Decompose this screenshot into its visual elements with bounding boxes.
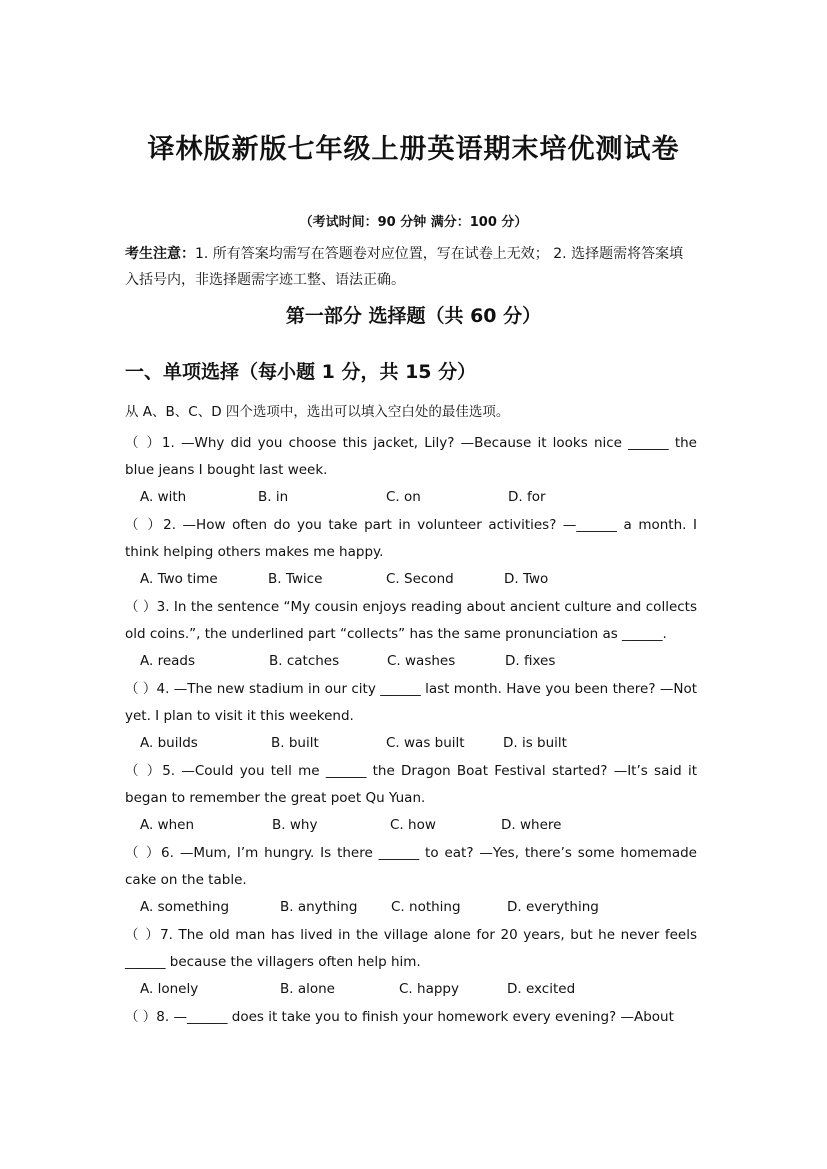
options-row xyxy=(125,565,697,593)
options-row xyxy=(125,729,697,757)
option-b: B. anything xyxy=(280,899,358,915)
option-b: B. built xyxy=(271,735,319,751)
option-a: A. with xyxy=(140,489,187,505)
question-text: （ ）3. In the sentence “My cousin enjoys reading about ancient culture and collects old coins.”, the underlined part “collects” has the same pronunciation as ______. xyxy=(125,599,697,642)
option-a: A. builds xyxy=(140,735,198,751)
notice-text: 1. 所有答案均需写在答题卷对应位置，写在试卷上无效； 2. 选择题需将答案填入括号内，非选择题需字迹工整、语法正确。 xyxy=(125,246,684,288)
option-c: C. happy xyxy=(399,981,459,997)
option-b: B. alone xyxy=(280,981,335,997)
notice-label: 考生注意： xyxy=(125,246,195,262)
option-a: A. lonely xyxy=(140,981,199,997)
section-heading: 一、单项选择（每小题 1 分，共 15 分） xyxy=(125,361,477,383)
option-c: C. washes xyxy=(387,653,456,669)
question-text: （ ）5. —Could you tell me ______ the Dragon Boat Festival started? —It’s said it began to remember the great poet Qu Yuan. xyxy=(125,763,697,806)
option-c: C. Second xyxy=(386,571,454,587)
question-text: （ ）6. —Mum, I’m hungry. Is there ______ to eat? —Yes, there’s some homemade cake on the table. xyxy=(125,845,697,888)
question-text: （ ）4. —The new stadium in our city ______ last month. Have you been there? —Not yet. I plan to visit it this weekend. xyxy=(125,681,697,724)
options-row xyxy=(125,647,697,675)
options-row xyxy=(125,893,697,921)
part-heading: 第一部分 选择题（共 60 分） xyxy=(285,305,542,327)
option-b: B. Twice xyxy=(268,571,323,587)
option-a: A. something xyxy=(140,899,230,915)
option-d: D. excited xyxy=(507,981,576,997)
option-d: D. where xyxy=(501,817,562,833)
option-b: B. in xyxy=(258,489,289,505)
option-a: A. when xyxy=(140,817,195,833)
option-d: D. everything xyxy=(507,899,599,915)
question-text: （ ）7. The old man has lived in the village alone for 20 years, but he never feels ______ because the villagers often help him. xyxy=(125,927,697,970)
option-c: C. nothing xyxy=(391,899,461,915)
option-b: B. catches xyxy=(269,653,340,669)
option-a: A. reads xyxy=(140,653,196,669)
options-row xyxy=(125,483,697,511)
question-text: （ ）8. —______ does it take you to finish your homework every evening? —About xyxy=(125,1009,674,1025)
exam-info: （考试时间：90 分钟 满分：100 分） xyxy=(299,215,528,230)
option-c: C. how xyxy=(390,817,436,833)
option-d: D. fixes xyxy=(505,653,556,669)
page-title: 译林版新版七年级上册英语期末培优测试卷 xyxy=(147,134,680,165)
candidate-notice xyxy=(125,241,697,293)
question-text: （ ）2. —How often do you take part in volunteer activities? —______ a month. I think helping others makes me happy. xyxy=(125,517,697,560)
section-instruction: 从 A、B、C、D 四个选项中，选出可以填入空白处的最佳选项。 xyxy=(125,404,510,420)
option-a: A. Two time xyxy=(140,571,218,587)
option-d: D. for xyxy=(508,489,546,505)
option-d: D. Two xyxy=(504,571,549,587)
option-d: D. is built xyxy=(503,735,567,751)
option-b: B. why xyxy=(272,817,318,833)
option-c: C. was built xyxy=(386,735,465,751)
options-row xyxy=(125,975,697,1003)
option-c: C. on xyxy=(386,489,421,505)
options-row xyxy=(125,811,697,839)
question-list xyxy=(125,430,697,1031)
question-text: （ ）1. —Why did you choose this jacket, Lily? —Because it looks nice ______ the blue jeans I bought last week. xyxy=(125,435,697,478)
